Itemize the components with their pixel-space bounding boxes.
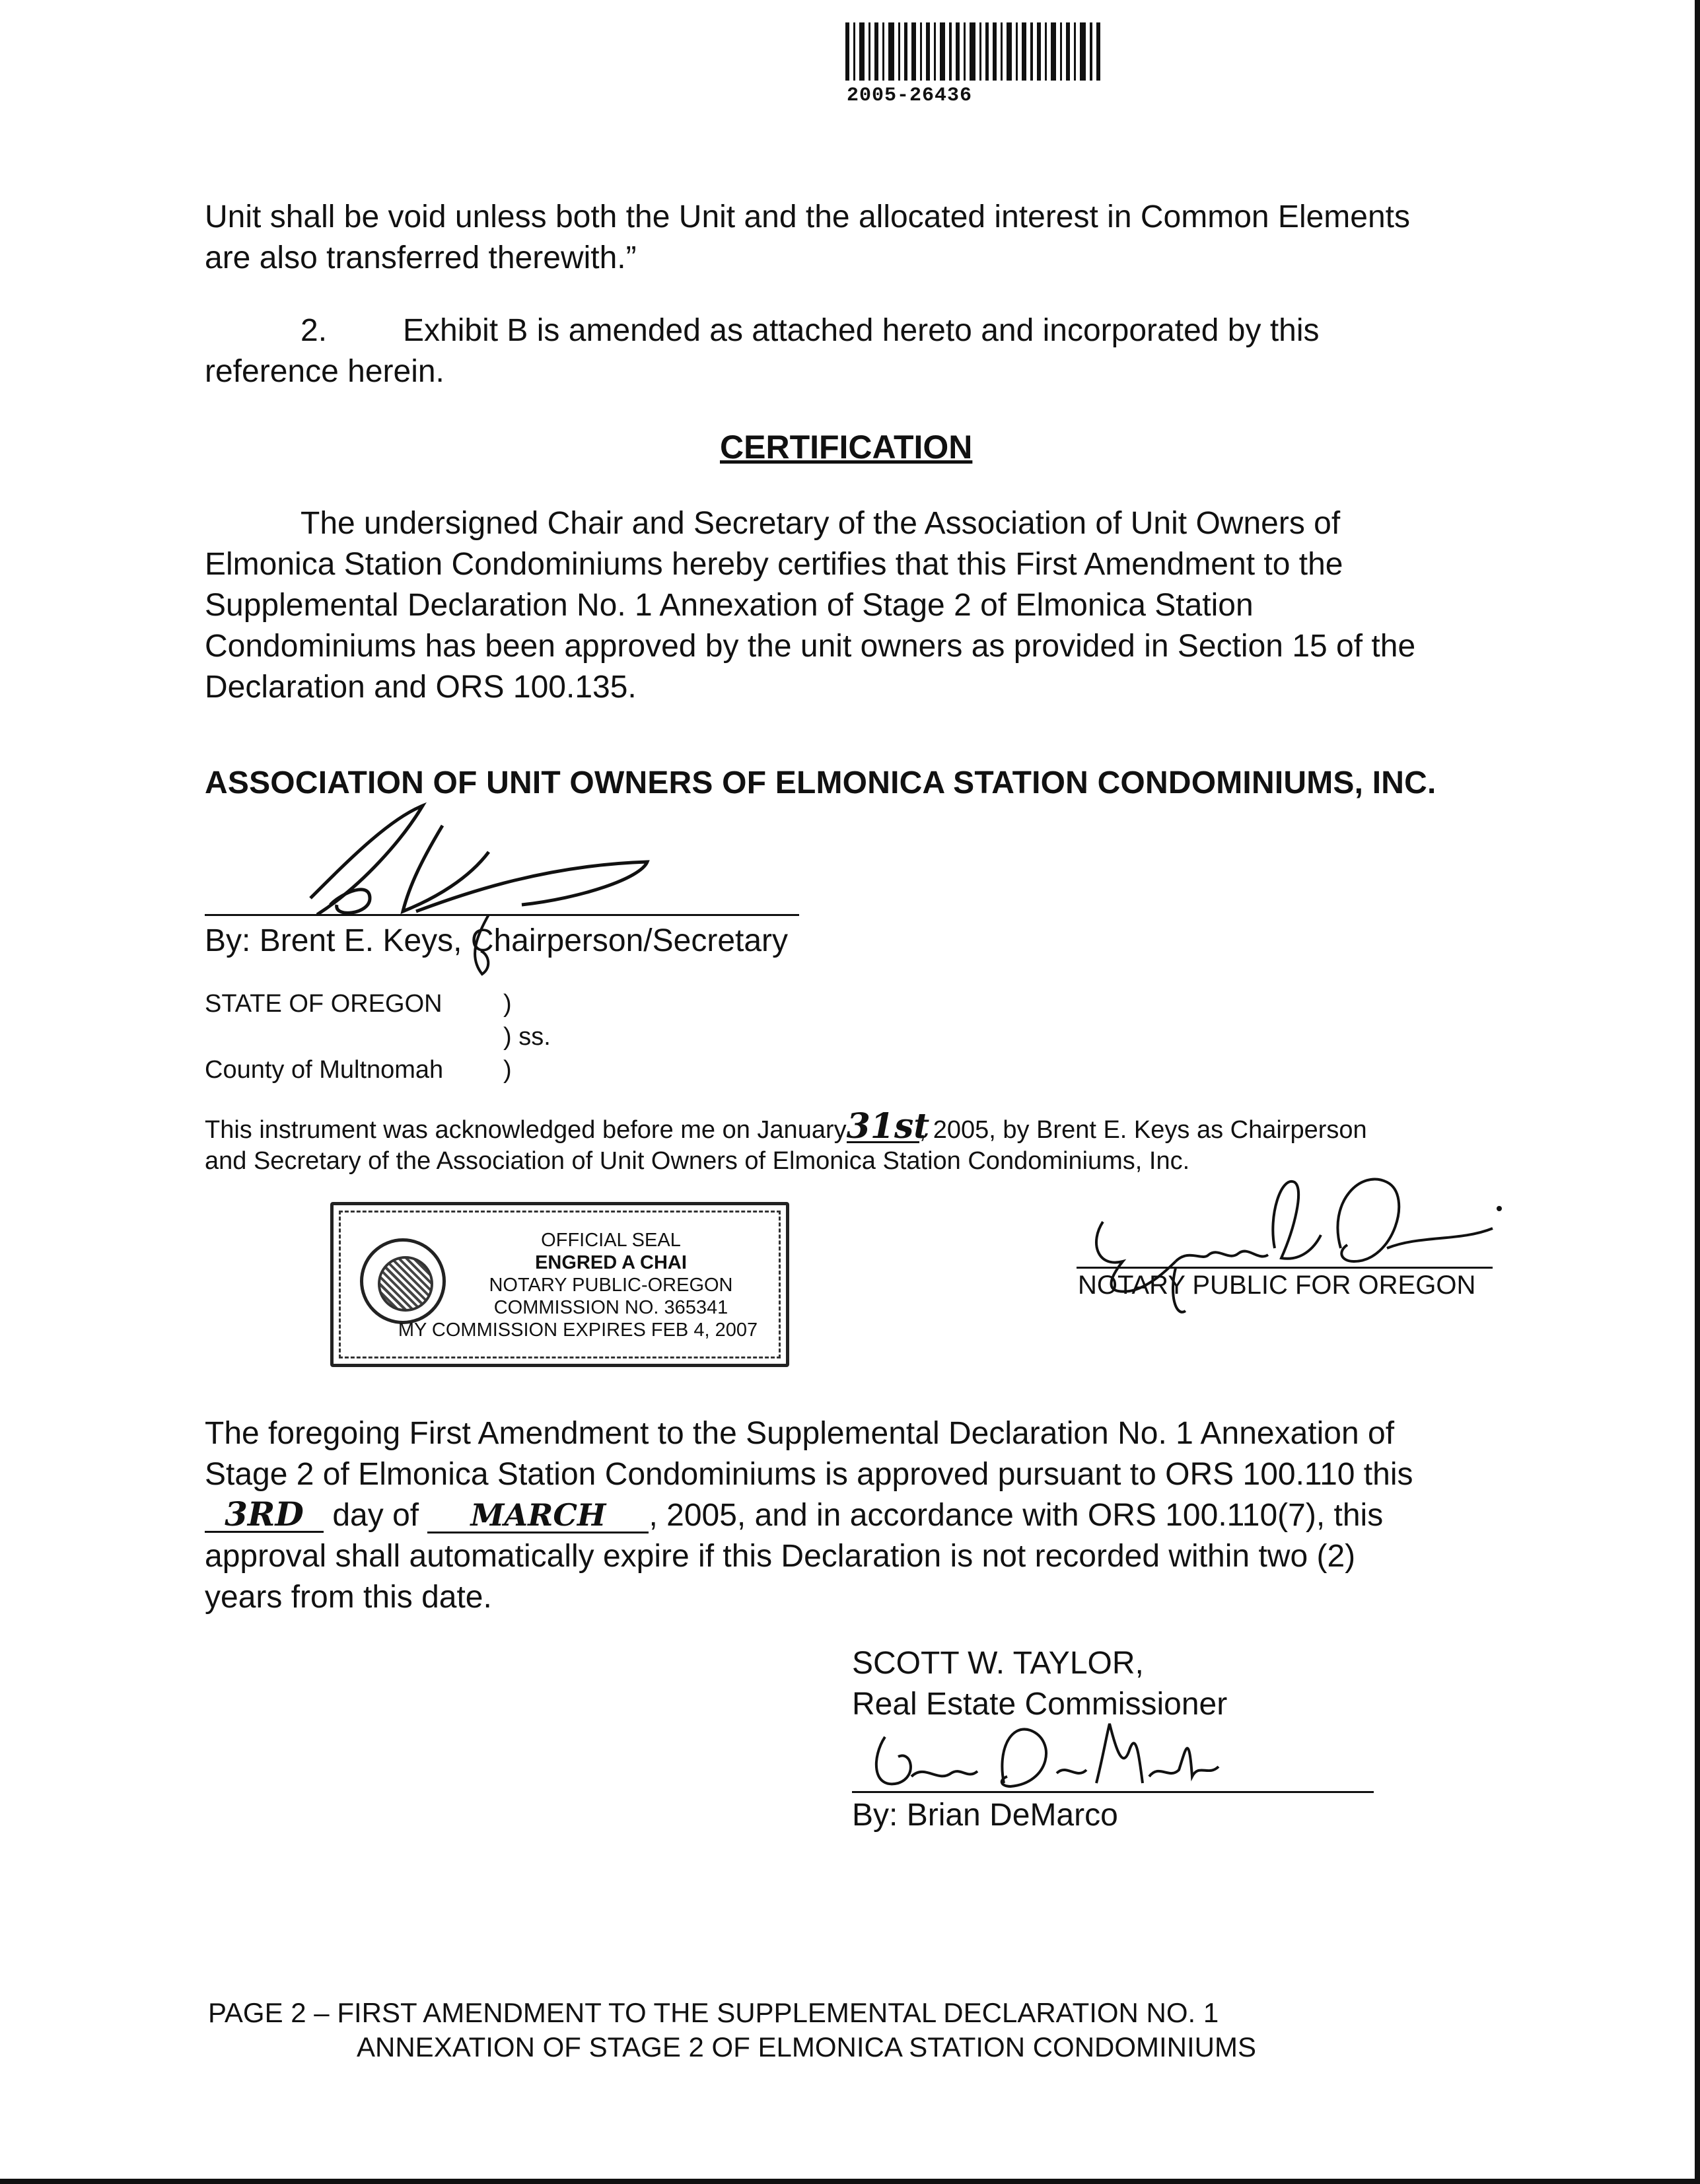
- footer-line-2: ANNEXATION OF STAGE 2 OF ELMONICA STATION CONDOMINIUMS: [357, 2031, 1257, 2062]
- approval-line-4: approval shall automatically expire if this Declaration is not recorded within two (2): [205, 1539, 1356, 1574]
- seal-line-4: COMMISSION NO. 365341: [493, 1297, 728, 1318]
- commissioner-title: Real Estate Commissioner: [852, 1687, 1228, 1722]
- item-2-number: 2.: [301, 313, 328, 348]
- seal-line-2: ENGRED A CHAI: [535, 1252, 687, 1273]
- acknowledgment-text-a: This instrument was acknowledged before me on January: [205, 1116, 847, 1144]
- footer-line-1: PAGE 2 – FIRST AMENDMENT TO THE SUPPLEMENTAL DECLARATION NO. 1: [208, 1997, 1219, 2028]
- acknowledgment-line-2: and Secretary of the Association of Unit Owners of Elmonica Station Condominiums, Inc.: [205, 1147, 1190, 1175]
- notary-seal-stamp: [330, 1202, 789, 1367]
- approval-day: 3RD: [205, 1498, 324, 1533]
- barcode: [845, 22, 1147, 81]
- certification-line-1: The undersigned Chair and Secretary of the Association of Unit Owners of: [301, 506, 1341, 541]
- approval-line-2: Stage 2 of Elmonica Station Condominiums is approved pursuant to ORS 100.110 this: [205, 1457, 1413, 1492]
- paragraph-continuation-line-1: Unit shall be void unless both the Unit and the allocated interest in Common Elements: [205, 199, 1411, 234]
- commissioner-by: By: Brian DeMarco: [852, 1798, 1118, 1833]
- item-2-line-2: reference herein.: [205, 354, 444, 389]
- venue-county: County of Multnomah: [205, 1056, 444, 1084]
- certification-line-2: Elmonica Station Condominiums hereby certifies that this First Amendment to the: [205, 547, 1343, 582]
- demarco-signature-line: [852, 1791, 1374, 1793]
- page-border-bottom: [0, 2179, 1700, 2184]
- notary-signature-line: [1077, 1267, 1493, 1269]
- acknowledgment-line-1: [205, 1106, 1697, 1146]
- approval-line-5: years from this date.: [205, 1580, 492, 1615]
- paragraph-continuation-line-2: are also transferred therewith.”: [205, 240, 637, 275]
- notary-label: NOTARY PUBLIC FOR OREGON: [1078, 1271, 1476, 1300]
- acknowledgment-day: 31st: [846, 1106, 930, 1146]
- recording-number: 2005-26436: [847, 85, 973, 107]
- seal-line-5: MY COMMISSION EXPIRES FEB 4, 2007: [398, 1320, 758, 1341]
- page-border-right: [1695, 0, 1700, 2184]
- commissioner-name: SCOTT W. TAYLOR,: [852, 1646, 1144, 1681]
- venue-state: STATE OF OREGON: [205, 990, 443, 1018]
- certification-title: CERTIFICATION: [720, 429, 973, 466]
- approval-month: MARCH: [427, 1498, 649, 1533]
- venue-paren-2: ): [503, 1056, 512, 1084]
- seal-line-3: NOTARY PUBLIC-OREGON: [489, 1275, 733, 1296]
- approval-line-3: [205, 1495, 1383, 1536]
- acknowledgment-text-b: , 2005, by Brent E. Keys as Chairperson: [919, 1116, 1367, 1144]
- keys-signature-line: [205, 914, 799, 916]
- certification-line-3: Supplemental Declaration No. 1 Annexation of Stage 2 of Elmonica Station: [205, 588, 1254, 623]
- item-2-line-1: Exhibit B is amended as attached hereto and incorporated by this: [403, 313, 1320, 348]
- venue-ss: ) ss.: [503, 1023, 551, 1051]
- approval-day-of: day of: [332, 1498, 419, 1533]
- certification-line-4: Condominiums has been approved by the unit owners as provided in Section 15 of the: [205, 629, 1416, 664]
- approval-text-b: , 2005, and in accordance with ORS 100.110(7), this: [649, 1498, 1384, 1533]
- seal-line-1: OFFICIAL SEAL: [541, 1230, 681, 1251]
- association-name: ASSOCIATION OF UNIT OWNERS OF ELMONICA STATION CONDOMINIUMS, INC.: [205, 765, 1436, 800]
- approval-line-1: The foregoing First Amendment to the Supplemental Declaration No. 1 Annexation of: [205, 1416, 1395, 1451]
- venue-paren-1: ): [503, 990, 512, 1018]
- certification-line-5: Declaration and ORS 100.135.: [205, 670, 637, 705]
- notary-signature: [1077, 1162, 1539, 1327]
- keys-signature: [271, 799, 707, 991]
- signer-line: By: Brent E. Keys, Chairperson/Secretary: [205, 923, 789, 958]
